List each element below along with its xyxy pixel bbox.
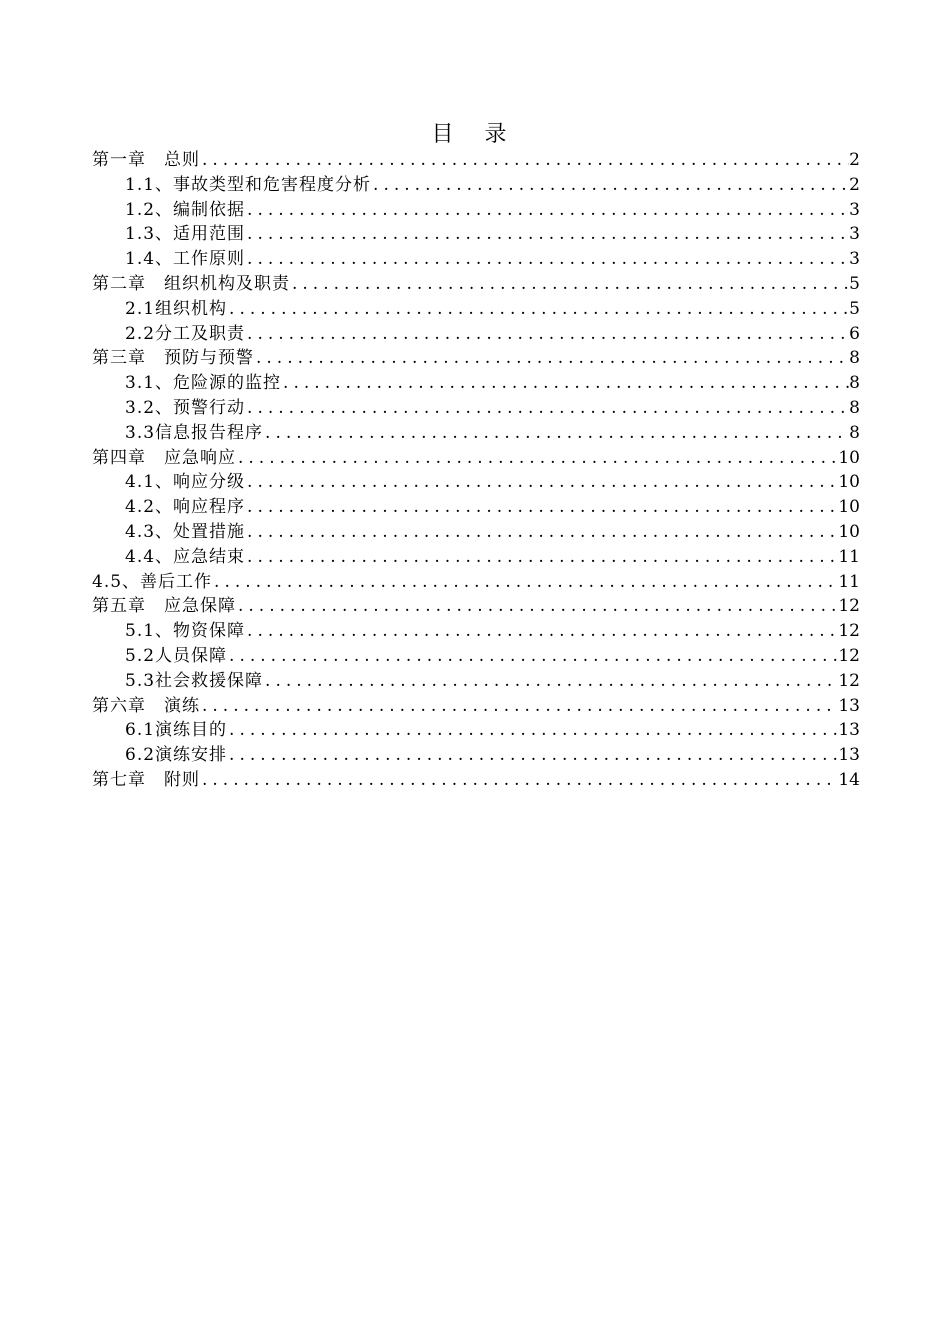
toc-section-entry[interactable]	[92, 545, 860, 570]
toc-page-number: 8	[849, 348, 860, 369]
toc-dot-leader	[245, 198, 849, 223]
toc-page-number: 5	[849, 273, 860, 294]
toc-dot-leader	[245, 520, 838, 545]
toc-page-number: 8	[849, 422, 860, 443]
toc-section-entry[interactable]	[92, 247, 860, 272]
toc-section-entry[interactable]	[92, 173, 860, 198]
toc-entry-label: 第一章 总则	[92, 150, 200, 170]
toc-section-entry[interactable]	[92, 198, 860, 223]
toc-entry-label: 1.4、工作原则	[125, 249, 246, 270]
toc-page-number: 13	[838, 745, 860, 766]
toc-dot-leader	[236, 446, 838, 471]
toc-entry-label: 3.3信息报告程序	[125, 422, 264, 443]
toc-dot-leader	[254, 346, 849, 371]
toc-entry-label: 6.1演练目的	[125, 720, 228, 741]
toc-page-number: 3	[849, 199, 860, 220]
toc-dot-leader	[371, 173, 849, 198]
toc-entry-label: 6.2演练安排	[125, 745, 228, 766]
toc-dot-leader	[227, 743, 838, 768]
toc-entry-label: 第六章 演练	[92, 695, 200, 716]
toc-entry-label: 1.3、适用范围	[125, 224, 246, 245]
toc-entry-label: 4.5、善后工作	[92, 571, 213, 592]
toc-section-entry[interactable]	[92, 222, 860, 247]
toc-chapter-entry[interactable]	[92, 346, 860, 371]
toc-list	[92, 148, 860, 793]
toc-dot-leader	[227, 718, 838, 743]
toc-dot-leader	[263, 421, 849, 446]
toc-dot-leader	[245, 619, 838, 644]
toc-page-number: 8	[849, 397, 860, 418]
toc-dot-leader	[245, 470, 838, 495]
toc-entry-label: 3.1、危险源的监控	[125, 373, 282, 394]
toc-dot-leader	[245, 396, 849, 421]
toc-chapter-entry[interactable]	[92, 148, 860, 173]
toc-dot-leader	[281, 371, 849, 396]
toc-entry-label: 2.1组织机构	[125, 298, 228, 319]
toc-entry-label: 4.3、处置措施	[125, 521, 246, 542]
toc-page-number: 12	[838, 645, 860, 666]
toc-entry-label: 第五章 应急保障	[92, 596, 236, 617]
toc-dot-leader	[227, 297, 849, 322]
toc-entry-label: 第二章 组织机构及职责	[92, 273, 290, 294]
toc-dot-leader	[263, 669, 838, 694]
toc-entry-label: 第三章 预防与预警	[92, 348, 254, 369]
toc-page-number: 3	[849, 224, 860, 245]
toc-section-entry[interactable]	[92, 371, 860, 396]
toc-dot-leader	[200, 768, 838, 793]
toc-page-number: 11	[838, 571, 860, 592]
toc-page-number: 2	[849, 150, 860, 170]
toc-page-number: 2	[849, 174, 860, 195]
toc-chapter-entry[interactable]	[92, 446, 860, 471]
toc-page-number: 12	[838, 670, 860, 691]
toc-dot-leader	[290, 272, 849, 297]
toc-entry-label: 1.2、编制依据	[125, 199, 246, 220]
toc-page-number: 10	[838, 447, 860, 468]
toc-entry-label: 5.1、物资保障	[125, 621, 246, 642]
toc-entry-label: 第四章 应急响应	[92, 447, 236, 468]
toc-page-number: 5	[849, 298, 860, 319]
toc-entry-label: 5.2人员保障	[125, 645, 228, 666]
toc-section-entry[interactable]	[92, 644, 860, 669]
toc-chapter-entry[interactable]	[92, 570, 860, 595]
toc-entry-label: 4.4、应急结束	[125, 546, 246, 567]
toc-dot-leader	[245, 247, 849, 272]
toc-page-number: 13	[838, 695, 860, 716]
toc-dot-leader	[200, 694, 838, 719]
toc-chapter-entry[interactable]	[92, 594, 860, 619]
toc-page-number: 14	[838, 769, 860, 790]
toc-section-entry[interactable]	[92, 718, 860, 743]
toc-entry-label: 4.2、响应程序	[125, 497, 246, 518]
toc-dot-leader	[245, 322, 849, 347]
toc-page-number: 10	[838, 472, 860, 493]
toc-dot-leader	[245, 495, 838, 520]
toc-section-entry[interactable]	[92, 669, 860, 694]
toc-dot-leader	[227, 644, 838, 669]
toc-section-entry[interactable]	[92, 396, 860, 421]
toc-page-number: 10	[838, 497, 860, 518]
toc-section-entry[interactable]	[92, 322, 860, 347]
toc-entry-label: 4.1、响应分级	[125, 472, 246, 493]
toc-page-number: 8	[849, 373, 860, 394]
toc-dot-leader	[200, 148, 849, 173]
toc-dot-leader	[245, 222, 849, 247]
toc-section-entry[interactable]	[92, 743, 860, 768]
toc-entry-label: 5.3社会救援保障	[125, 670, 264, 691]
toc-section-entry[interactable]	[92, 470, 860, 495]
toc-page-number: 13	[838, 720, 860, 741]
toc-dot-leader	[212, 570, 838, 595]
toc-section-entry[interactable]	[92, 495, 860, 520]
toc-page-number: 12	[838, 596, 860, 617]
toc-page-number: 6	[849, 323, 860, 344]
toc-page-number: 10	[838, 521, 860, 542]
toc-section-entry[interactable]	[92, 520, 860, 545]
toc-page-number: 12	[838, 621, 860, 642]
toc-dot-leader	[236, 594, 838, 619]
toc-section-entry[interactable]	[92, 297, 860, 322]
toc-entry-label: 2.2分工及职责	[125, 323, 246, 344]
toc-chapter-entry[interactable]	[92, 272, 860, 297]
toc-chapter-entry[interactable]	[92, 694, 860, 719]
toc-section-entry[interactable]	[92, 619, 860, 644]
toc-title: 目 录	[431, 122, 519, 147]
toc-chapter-entry[interactable]	[92, 768, 860, 793]
toc-page-number: 3	[849, 249, 860, 270]
toc-section-entry[interactable]	[92, 421, 860, 446]
toc-dot-leader	[245, 545, 838, 570]
toc-entry-label: 1.1、事故类型和危害程度分析	[125, 174, 372, 195]
toc-entry-label: 第七章 附则	[92, 769, 200, 790]
toc-entry-label: 3.2、预警行动	[125, 397, 246, 418]
toc-page-number: 11	[838, 546, 860, 567]
